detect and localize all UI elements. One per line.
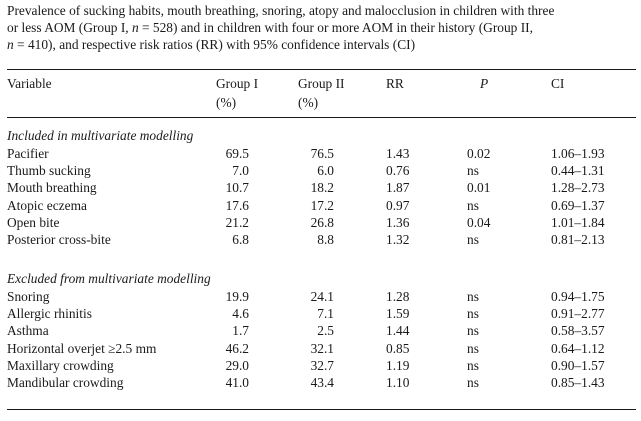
- cell-group-1: 6.8: [232, 232, 249, 247]
- cell-p: 0.02: [467, 146, 491, 161]
- cell-rr: 1.59: [386, 306, 410, 322]
- table-caption: [7, 2, 637, 53]
- table-row: [0, 322, 641, 339]
- cell-p: 0.04: [467, 214, 491, 230]
- table-row: [0, 305, 641, 322]
- cell-ci: 0.91–2.77: [551, 306, 605, 322]
- cell-rr: 0.85: [386, 340, 410, 356]
- cell-p: ns: [467, 340, 479, 356]
- cell-p: ns: [467, 375, 479, 390]
- cell-rr: 1.44: [386, 323, 410, 339]
- cell-group-2: 2.5: [317, 323, 334, 339]
- cell-group-2: 6.0: [317, 163, 334, 179]
- header-rr: RR: [386, 76, 404, 91]
- cell-variable: Thumb sucking: [7, 163, 91, 179]
- caption-line-2-pre: or less AOM (Group I,: [7, 20, 132, 35]
- cell-variable: Horizontal overjet ≥2.5 mm: [7, 340, 157, 356]
- section-label: Excluded from multivariate modelling: [7, 271, 211, 286]
- caption-n-symbol: n: [7, 37, 14, 52]
- cell-rr: 1.28: [386, 289, 410, 304]
- cell-p: ns: [467, 323, 479, 339]
- cell-p: ns: [467, 197, 479, 213]
- cell-ci: 1.28–2.73: [551, 180, 605, 196]
- table-row: [0, 179, 641, 196]
- cell-group-2: 17.2: [310, 197, 334, 213]
- cell-rr: 0.76: [386, 163, 410, 179]
- cell-rr: 1.32: [386, 232, 410, 247]
- cell-group-1: 21.2: [225, 214, 249, 230]
- cell-group-2: 76.5: [310, 146, 334, 161]
- caption-line-3: [7, 36, 637, 53]
- cell-rr: 1.19: [386, 357, 410, 373]
- table-row: [0, 288, 641, 305]
- cell-variable: Pacifier: [7, 146, 49, 161]
- cell-rr: 1.36: [386, 214, 410, 230]
- cell-ci: 0.94–1.75: [551, 289, 605, 304]
- cell-p: ns: [467, 163, 479, 179]
- caption-line-1: Prevalence of sucking habits, mouth breathing, snoring, atopy and malocclusion in children with three: [7, 3, 555, 18]
- cell-group-1: 7.0: [232, 163, 249, 179]
- header-group-2-unit: (%): [298, 95, 319, 110]
- cell-group-2: 43.4: [310, 375, 334, 390]
- section-label: Included in multivariate modelling: [7, 128, 194, 143]
- cell-p: ns: [467, 306, 479, 322]
- cell-ci: 0.81–2.13: [551, 232, 605, 247]
- caption-line-2: [7, 19, 637, 36]
- cell-p: ns: [467, 289, 479, 304]
- header-group-1: [216, 74, 258, 112]
- header-p: P: [480, 76, 489, 91]
- cell-variable: Open bite: [7, 214, 60, 230]
- table-row: [0, 214, 641, 231]
- cell-group-2: 8.8: [317, 232, 334, 247]
- cell-ci: 0.90–1.57: [551, 357, 605, 373]
- table-top-rule: [7, 69, 636, 70]
- cell-rr: 1.87: [386, 180, 410, 196]
- cell-ci: 0.85–1.43: [551, 375, 605, 390]
- cell-variable: Posterior cross-bite: [7, 232, 111, 247]
- header-group-1-unit: (%): [216, 95, 237, 110]
- table-row: [0, 162, 641, 179]
- header-group-2: [298, 74, 344, 112]
- header-variable: Variable: [7, 76, 52, 91]
- cell-p: ns: [467, 232, 479, 247]
- cell-variable: Snoring: [7, 289, 50, 304]
- table-row: [0, 145, 641, 162]
- cell-group-1: 29.0: [225, 357, 249, 373]
- cell-variable: Atopic eczema: [7, 197, 87, 213]
- table-header-rule: [7, 117, 636, 118]
- cell-ci: 1.01–1.84: [551, 214, 605, 230]
- cell-rr: 1.10: [386, 375, 410, 390]
- cell-group-2: 32.1: [310, 340, 334, 356]
- cell-group-2: 26.8: [310, 214, 334, 230]
- caption-n-symbol: n: [131, 20, 139, 35]
- cell-group-1: 10.7: [225, 180, 249, 196]
- caption-line-2-post: = 528) and in children with four or more AOM in their history (Group II,: [138, 20, 533, 35]
- table-bottom-rule: [7, 409, 636, 410]
- header-group-2-label: Group II: [298, 76, 345, 91]
- cell-group-1: 17.6: [225, 197, 249, 213]
- cell-group-1: 46.2: [225, 340, 249, 356]
- table-row: [0, 197, 641, 214]
- table-row: [0, 340, 641, 357]
- cell-group-2: 24.1: [310, 289, 334, 304]
- cell-ci: 0.44–1.31: [551, 163, 605, 179]
- table-row: [0, 374, 641, 391]
- header-group-1-label: Group I: [216, 76, 259, 91]
- cell-group-1: 69.5: [225, 146, 249, 161]
- cell-ci: 1.06–1.93: [551, 146, 605, 161]
- header-ci: CI: [551, 76, 565, 91]
- cell-group-2: 32.7: [310, 357, 334, 373]
- cell-rr: 0.97: [386, 197, 410, 213]
- cell-group-2: 7.1: [317, 306, 334, 322]
- cell-p: 0.01: [467, 180, 491, 196]
- cell-variable: Asthma: [7, 323, 49, 339]
- caption-line-3-post: = 410), and respective risk ratios (RR) with 95% confidence intervals (CI): [13, 37, 416, 52]
- cell-group-1: 1.7: [232, 323, 249, 339]
- cell-p: ns: [467, 357, 479, 373]
- cell-ci: 0.69–1.37: [551, 197, 605, 213]
- cell-variable: Mouth breathing: [7, 180, 97, 196]
- table-row: [0, 231, 641, 248]
- cell-rr: 1.43: [386, 146, 410, 161]
- table-row: [0, 357, 641, 374]
- cell-group-1: 4.6: [232, 306, 249, 322]
- cell-ci: 0.64–1.12: [551, 340, 605, 356]
- cell-variable: Mandibular crowding: [7, 375, 124, 390]
- cell-group-2: 18.2: [310, 180, 334, 196]
- cell-variable: Maxillary crowding: [7, 357, 114, 373]
- cell-group-1: 41.0: [225, 375, 249, 390]
- cell-group-1: 19.9: [225, 289, 249, 304]
- cell-variable: Allergic rhinitis: [7, 306, 92, 322]
- cell-ci: 0.58–3.57: [551, 323, 605, 339]
